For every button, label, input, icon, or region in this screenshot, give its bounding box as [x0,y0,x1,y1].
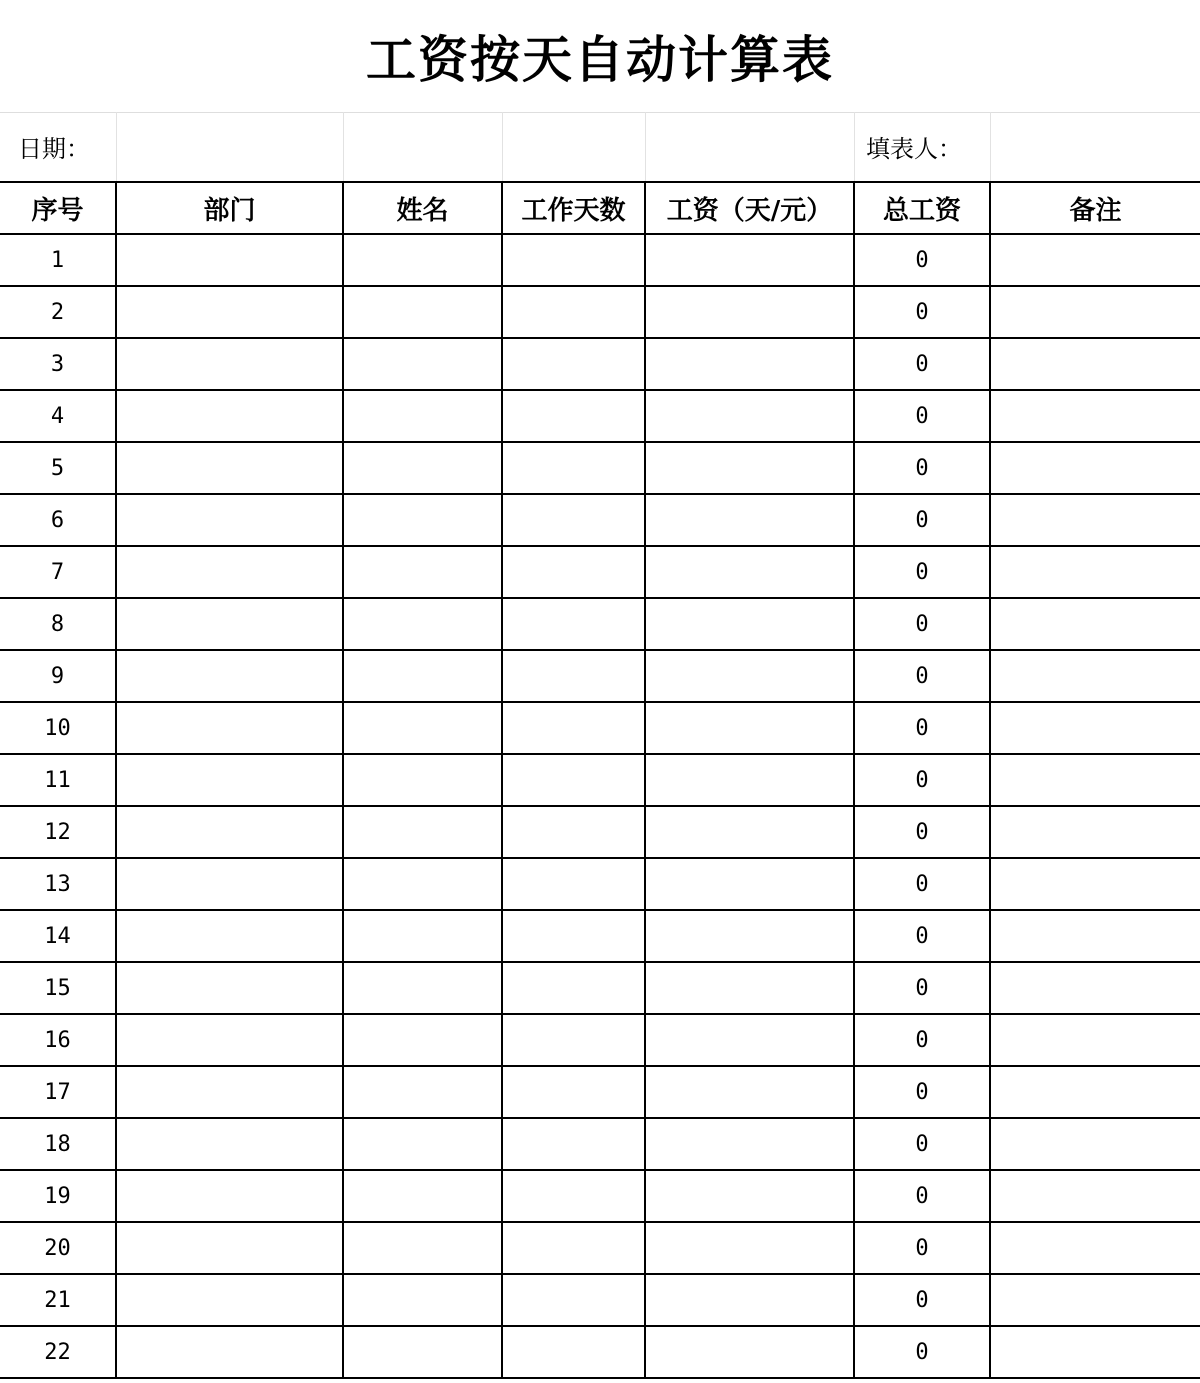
table-row [0,1222,1200,1274]
remarks-cell[interactable] [990,962,1200,1014]
department-cell[interactable] [116,338,343,390]
table-row [0,390,1200,442]
name-cell[interactable] [343,858,502,910]
daily-wage-cell[interactable] [645,338,854,390]
header-cell-name[interactable]: 姓名 [343,182,502,234]
department-cell[interactable] [116,1326,343,1378]
table-row [0,546,1200,598]
department-cell[interactable] [116,546,343,598]
department-cell[interactable] [116,286,343,338]
table-row [0,1014,1200,1066]
remarks-cell[interactable] [990,910,1200,962]
department-cell[interactable] [116,1222,343,1274]
name-cell[interactable] [343,598,502,650]
index-cell[interactable]: 7 [0,546,116,598]
index-cell[interactable]: 11 [0,754,116,806]
remarks-cell[interactable] [990,1170,1200,1222]
department-cell[interactable] [116,442,343,494]
index-cell[interactable]: 16 [0,1014,116,1066]
name-cell[interactable] [343,806,502,858]
department-cell[interactable] [116,806,343,858]
index-cell[interactable]: 21 [0,1274,116,1326]
name-cell[interactable] [343,1326,502,1378]
remarks-cell[interactable] [990,1014,1200,1066]
name-cell[interactable] [343,910,502,962]
remarks-cell[interactable] [990,1222,1200,1274]
department-cell[interactable] [116,702,343,754]
name-cell[interactable] [343,442,502,494]
index-cell[interactable]: 6 [0,494,116,546]
daily-wage-cell[interactable] [645,1118,854,1170]
table-row [0,338,1200,390]
table-row [0,1170,1200,1222]
remarks-cell[interactable] [990,1326,1200,1378]
daily-wage-cell[interactable] [645,962,854,1014]
index-cell[interactable]: 5 [0,442,116,494]
total-wage-cell[interactable]: 0 [854,1118,990,1170]
info-row [0,112,1200,181]
total-wage-cell[interactable]: 0 [854,806,990,858]
daily-wage-cell[interactable] [645,1014,854,1066]
name-cell[interactable] [343,1118,502,1170]
work-days-cell[interactable] [502,1014,645,1066]
index-cell[interactable]: 18 [0,1118,116,1170]
work-days-cell[interactable] [502,598,645,650]
remarks-cell[interactable] [990,442,1200,494]
department-cell[interactable] [116,598,343,650]
work-days-cell[interactable] [502,910,645,962]
total-wage-cell[interactable]: 0 [854,338,990,390]
work-days-cell[interactable] [502,650,645,702]
remarks-cell[interactable] [990,338,1200,390]
work-days-cell[interactable] [502,1222,645,1274]
total-wage-cell[interactable]: 0 [854,286,990,338]
department-cell[interactable] [116,1170,343,1222]
remarks-cell[interactable] [990,806,1200,858]
name-cell[interactable] [343,1014,502,1066]
name-cell[interactable] [343,338,502,390]
remarks-cell[interactable] [990,858,1200,910]
title-cell[interactable] [0,0,1200,113]
daily-wage-cell[interactable] [645,598,854,650]
index-cell[interactable]: 4 [0,390,116,442]
total-wage-cell[interactable]: 0 [854,1170,990,1222]
remarks-cell[interactable] [990,1066,1200,1118]
name-cell[interactable] [343,1222,502,1274]
remarks-cell[interactable] [990,494,1200,546]
daily-wage-cell[interactable] [645,1170,854,1222]
index-cell[interactable]: 12 [0,806,116,858]
remarks-cell[interactable] [990,702,1200,754]
header-cell-index[interactable]: 序号 [0,182,116,234]
header-cell-work-days[interactable]: 工作天数 [502,182,645,234]
index-cell[interactable]: 9 [0,650,116,702]
table-row [0,598,1200,650]
daily-wage-cell[interactable] [645,650,854,702]
total-wage-cell[interactable]: 0 [854,650,990,702]
name-cell[interactable] [343,1274,502,1326]
total-wage-cell[interactable]: 0 [854,702,990,754]
index-cell[interactable]: 2 [0,286,116,338]
department-cell[interactable] [116,390,343,442]
remarks-cell[interactable] [990,1274,1200,1326]
daily-wage-cell[interactable] [645,910,854,962]
work-days-cell[interactable] [502,1066,645,1118]
total-wage-cell[interactable]: 0 [854,1014,990,1066]
header-cell-daily-wage[interactable]: 工资（天/元） [645,182,854,234]
work-days-cell[interactable] [502,442,645,494]
work-days-cell[interactable] [502,1118,645,1170]
table-row [0,1118,1200,1170]
table-row [0,910,1200,962]
table-row [0,962,1200,1014]
total-wage-cell[interactable]: 0 [854,1274,990,1326]
grid-divider [343,112,344,181]
work-days-cell[interactable] [502,494,645,546]
daily-wage-cell[interactable] [645,546,854,598]
name-cell[interactable] [343,962,502,1014]
work-days-cell[interactable] [502,806,645,858]
work-days-cell[interactable] [502,338,645,390]
work-days-cell[interactable] [502,962,645,1014]
total-wage-cell[interactable]: 0 [854,1326,990,1378]
name-cell[interactable] [343,234,502,286]
remarks-cell[interactable] [990,754,1200,806]
grid-divider [645,112,646,181]
index-cell[interactable]: 10 [0,702,116,754]
table-row [0,1066,1200,1118]
total-wage-cell[interactable]: 0 [854,494,990,546]
index-cell[interactable]: 14 [0,910,116,962]
daily-wage-cell[interactable] [645,494,854,546]
table-row [0,286,1200,338]
department-cell[interactable] [116,1118,343,1170]
index-cell[interactable]: 8 [0,598,116,650]
index-cell[interactable]: 13 [0,858,116,910]
work-days-cell[interactable] [502,754,645,806]
table-row [0,806,1200,858]
department-cell[interactable] [116,1014,343,1066]
daily-wage-cell[interactable] [645,1222,854,1274]
work-days-cell[interactable] [502,702,645,754]
name-cell[interactable] [343,650,502,702]
grid-divider [502,112,503,181]
name-cell[interactable] [343,1170,502,1222]
daily-wage-cell[interactable] [645,1066,854,1118]
filler-label: 填表人： [866,135,962,163]
sheet-title: 工资按天自动计算表 [366,30,834,89]
table-row [0,858,1200,910]
daily-wage-cell[interactable] [645,858,854,910]
department-cell[interactable] [116,494,343,546]
total-wage-cell[interactable]: 0 [854,1066,990,1118]
remarks-cell[interactable] [990,650,1200,702]
index-cell[interactable]: 19 [0,1170,116,1222]
department-cell[interactable] [116,754,343,806]
work-days-cell[interactable] [502,858,645,910]
name-cell[interactable] [343,286,502,338]
remarks-cell[interactable] [990,234,1200,286]
work-days-cell[interactable] [502,390,645,442]
daily-wage-cell[interactable] [645,390,854,442]
table-row [0,442,1200,494]
name-cell[interactable] [343,546,502,598]
department-cell[interactable] [116,234,343,286]
header-cell-department[interactable]: 部门 [116,182,343,234]
department-cell[interactable] [116,910,343,962]
header-cell-total-wage[interactable]: 总工资 [854,182,990,234]
table-row [0,1326,1200,1378]
remarks-cell[interactable] [990,390,1200,442]
department-cell[interactable] [116,1274,343,1326]
daily-wage-cell[interactable] [645,702,854,754]
total-wage-cell[interactable]: 0 [854,754,990,806]
index-cell[interactable]: 1 [0,234,116,286]
index-cell[interactable]: 3 [0,338,116,390]
daily-wage-cell[interactable] [645,1274,854,1326]
total-wage-cell[interactable]: 0 [854,390,990,442]
department-cell[interactable] [116,650,343,702]
work-days-cell[interactable] [502,1274,645,1326]
daily-wage-cell[interactable] [645,754,854,806]
index-cell[interactable]: 22 [0,1326,116,1378]
department-cell[interactable] [116,1066,343,1118]
table-row [0,1274,1200,1326]
remarks-cell[interactable] [990,546,1200,598]
total-wage-cell[interactable]: 0 [854,442,990,494]
table-row [0,754,1200,806]
name-cell[interactable] [343,494,502,546]
grid-divider [116,112,117,181]
grid-divider [854,112,855,181]
daily-wage-cell[interactable] [645,286,854,338]
index-cell[interactable]: 15 [0,962,116,1014]
name-cell[interactable] [343,1066,502,1118]
header-row [0,182,1200,234]
work-days-cell[interactable] [502,1170,645,1222]
remarks-cell[interactable] [990,598,1200,650]
grid-divider [990,112,991,181]
total-wage-cell[interactable]: 0 [854,910,990,962]
work-days-cell[interactable] [502,546,645,598]
date-label: 日期： [18,135,90,163]
salary-table [0,181,1200,1379]
department-cell[interactable] [116,962,343,1014]
remarks-cell[interactable] [990,1118,1200,1170]
table-row [0,702,1200,754]
table-row [0,494,1200,546]
index-cell[interactable]: 20 [0,1222,116,1274]
daily-wage-cell[interactable] [645,806,854,858]
total-wage-cell[interactable]: 0 [854,962,990,1014]
work-days-cell[interactable] [502,286,645,338]
work-days-cell[interactable] [502,1326,645,1378]
total-wage-cell[interactable]: 0 [854,234,990,286]
total-wage-cell[interactable]: 0 [854,598,990,650]
daily-wage-cell[interactable] [645,234,854,286]
table-row [0,234,1200,286]
total-wage-cell[interactable]: 0 [854,546,990,598]
daily-wage-cell[interactable] [645,442,854,494]
name-cell[interactable] [343,754,502,806]
name-cell[interactable] [343,702,502,754]
remarks-cell[interactable] [990,286,1200,338]
daily-wage-cell[interactable] [645,1326,854,1378]
work-days-cell[interactable] [502,234,645,286]
table-row [0,650,1200,702]
total-wage-cell[interactable]: 0 [854,858,990,910]
name-cell[interactable] [343,390,502,442]
department-cell[interactable] [116,858,343,910]
total-wage-cell[interactable]: 0 [854,1222,990,1274]
header-cell-remarks[interactable]: 备注 [990,182,1200,234]
index-cell[interactable]: 17 [0,1066,116,1118]
